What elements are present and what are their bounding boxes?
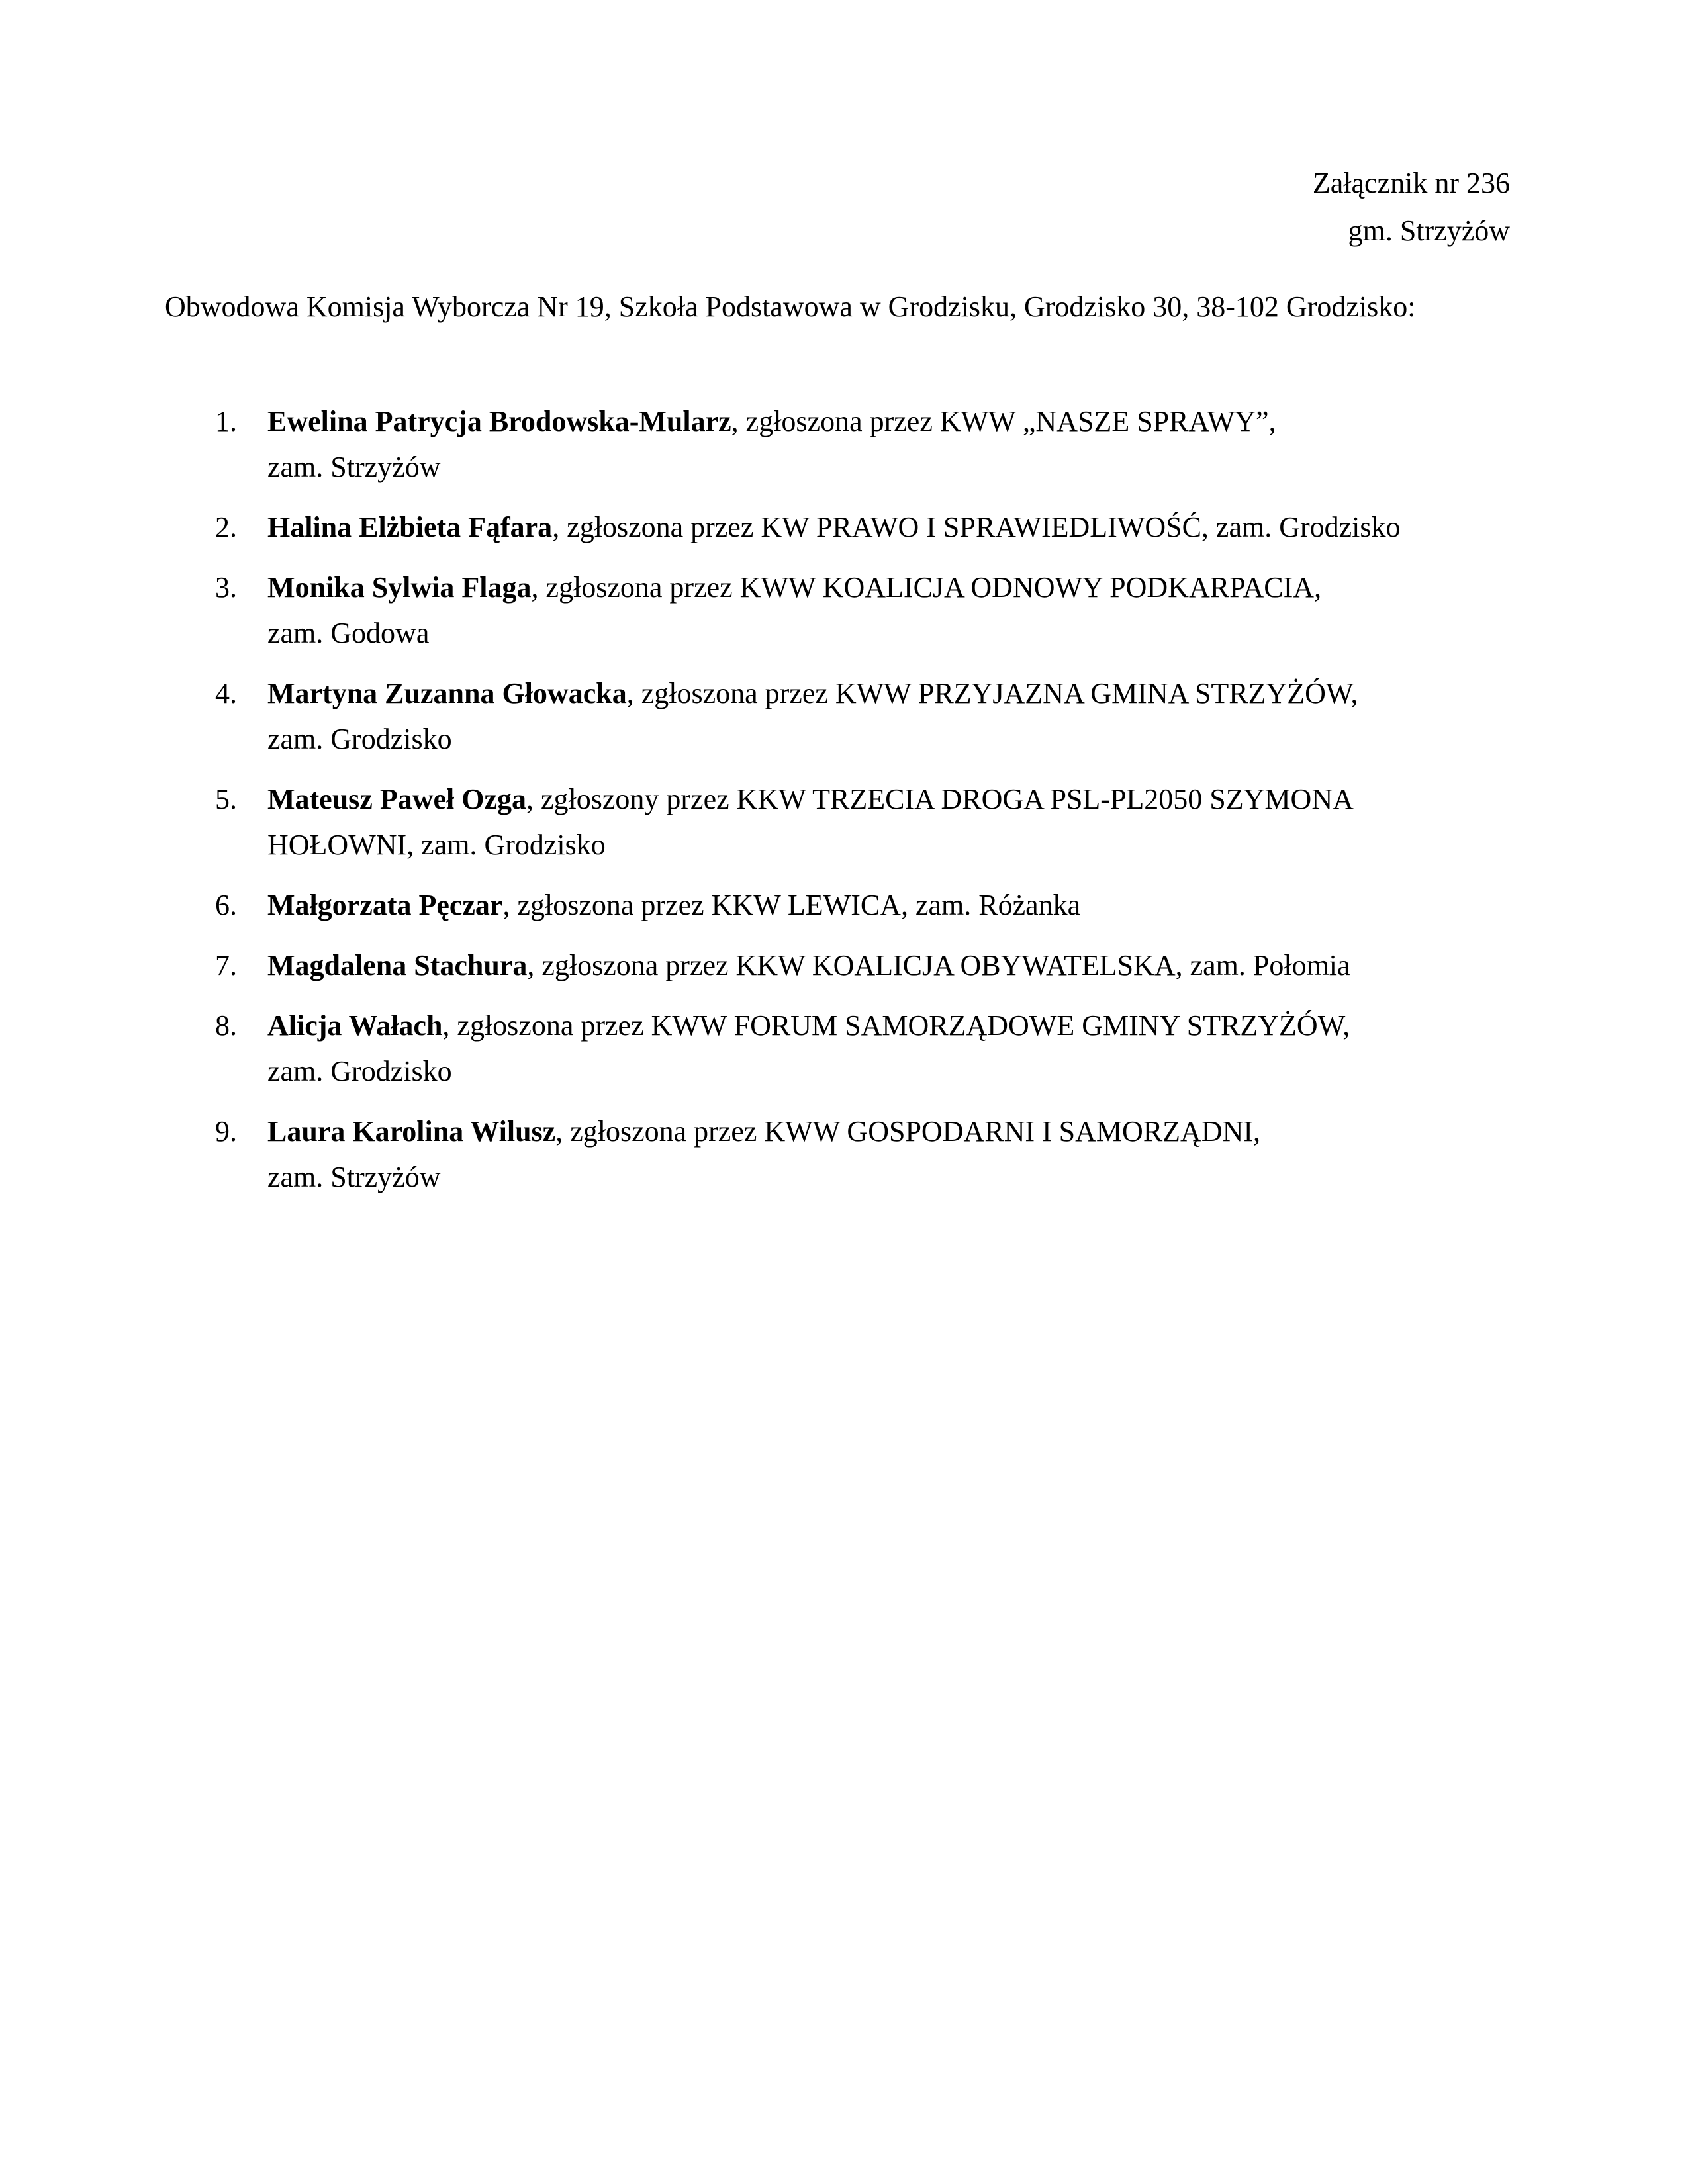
member-details: , zgłoszona przez KWW KOALICJA ODNOWY PODKARPACIA, bbox=[531, 571, 1322, 604]
document-header bbox=[1313, 159, 1510, 255]
member-residence: zam. Godowa bbox=[267, 617, 430, 649]
member-name: Mateusz Paweł Ozga bbox=[267, 783, 526, 815]
member-name: Laura Karolina Wilusz bbox=[267, 1115, 556, 1148]
list-item bbox=[0, 1003, 1688, 1094]
list-item bbox=[0, 882, 1688, 928]
member-residence: HOŁOWNI, zam. Grodzisko bbox=[267, 829, 606, 861]
member-residence: zam. Grodzisko bbox=[267, 1055, 452, 1087]
item-number: 3. bbox=[215, 571, 237, 604]
member-name: Ewelina Patrycja Brodowska-Mularz bbox=[267, 405, 731, 437]
list-item bbox=[0, 1109, 1688, 1200]
member-details: , zgłoszona przez KW PRAWO I SPRAWIEDLIWOŚĆ, zam. Grodzisko bbox=[552, 511, 1401, 543]
item-number: 8. bbox=[215, 1009, 237, 1042]
member-details: , zgłoszona przez KKW KOALICJA OBYWATELSKA, zam. Połomia bbox=[527, 949, 1350, 981]
member-details: , zgłoszona przez KKW LEWICA, zam. Różanka bbox=[502, 889, 1081, 921]
member-details: , zgłoszona przez KWW GOSPODARNI I SAMORZĄDNI, bbox=[555, 1115, 1261, 1148]
member-name: Halina Elżbieta Fąfara bbox=[267, 511, 553, 543]
item-number: 2. bbox=[215, 511, 237, 543]
members-list bbox=[0, 398, 1688, 1214]
member-details: , zgłoszony przez KKW TRZECIA DROGA PSL-PL2050 SZYMONA bbox=[526, 783, 1354, 815]
item-number: 4. bbox=[215, 677, 237, 709]
member-details: , zgłoszona przez KWW PRZYJAZNA GMINA STRZYŻÓW, bbox=[626, 677, 1358, 709]
member-residence: zam. Strzyżów bbox=[267, 451, 441, 483]
list-item bbox=[0, 398, 1688, 490]
item-number: 1. bbox=[215, 405, 237, 437]
item-number: 5. bbox=[215, 783, 237, 815]
member-details: , zgłoszona przez KWW FORUM SAMORZĄDOWE GMINY STRZYŻÓW, bbox=[442, 1009, 1350, 1042]
member-name: Martyna Zuzanna Głowacka bbox=[267, 677, 627, 709]
member-name: Małgorzata Pęczar bbox=[267, 889, 503, 921]
attachment-number: Załącznik nr 236 bbox=[1312, 167, 1510, 199]
list-item bbox=[0, 504, 1688, 550]
list-item bbox=[0, 565, 1688, 656]
member-residence: zam. Grodzisko bbox=[267, 723, 452, 755]
item-number: 9. bbox=[215, 1115, 237, 1148]
member-name: Alicja Wałach bbox=[267, 1009, 443, 1042]
member-name: Monika Sylwia Flaga bbox=[267, 571, 532, 604]
member-residence: zam. Strzyżów bbox=[267, 1161, 441, 1193]
item-number: 7. bbox=[215, 949, 237, 981]
list-item bbox=[0, 670, 1688, 762]
list-item bbox=[0, 942, 1688, 988]
item-number: 6. bbox=[215, 889, 237, 921]
member-details: , zgłoszona przez KWW „NASZE SPRAWY”, bbox=[731, 405, 1276, 437]
municipality: gm. Strzyżów bbox=[1348, 214, 1510, 247]
list-item bbox=[0, 776, 1688, 868]
member-name: Magdalena Stachura bbox=[267, 949, 528, 981]
commission-title: Obwodowa Komisja Wyborcza Nr 19, Szkoła Podstawowa w Grodzisku, Grodzisko 30, 38-102 Grodzisko: bbox=[165, 291, 1416, 323]
